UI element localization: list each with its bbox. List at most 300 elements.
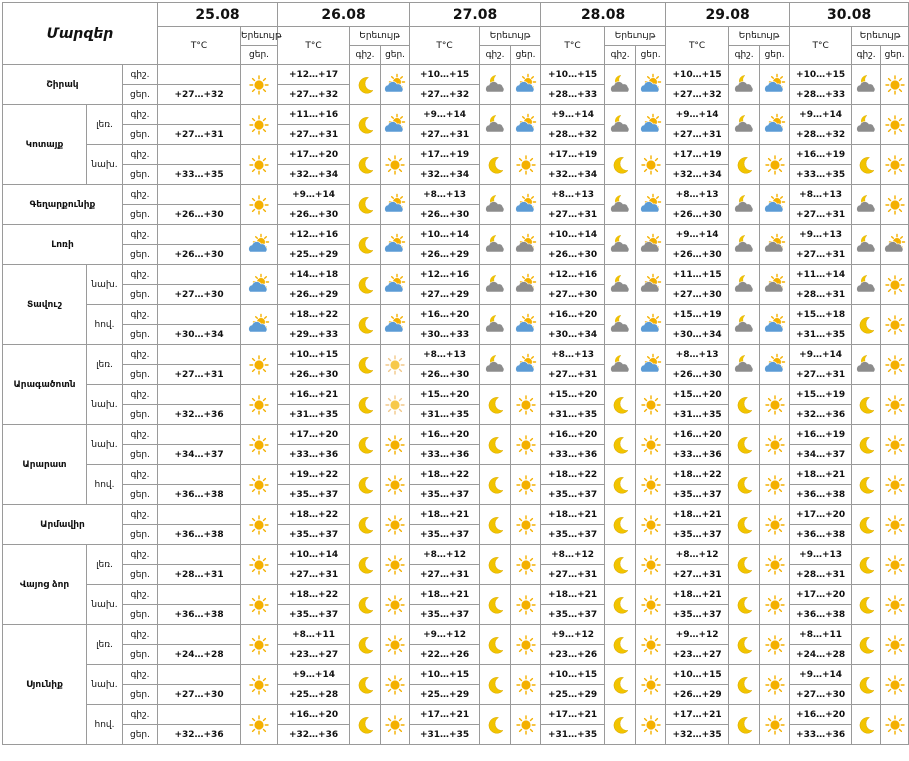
- gray-cloud-sun-icon: [884, 234, 906, 256]
- temperature-cell: +22…+26: [410, 645, 480, 665]
- cloud-sun-icon: [384, 194, 406, 216]
- table-row: [3, 665, 909, 685]
- night-subheader: գիշ.: [729, 46, 760, 65]
- sun-icon: [764, 154, 786, 176]
- temperature-cell: +26…+30: [541, 245, 605, 265]
- temperature-cell: +27…+31: [666, 565, 729, 585]
- cloud-sun-icon: [640, 314, 662, 336]
- phenomenon-cell: [636, 265, 666, 305]
- sun-icon: [248, 394, 270, 416]
- temperature-cell: +17…+20: [790, 585, 852, 605]
- moon-icon: [354, 194, 376, 216]
- phenomenon-cell: [350, 305, 381, 345]
- temperature-cell: +33…+36: [541, 445, 605, 465]
- phenomenon-cell: [511, 65, 541, 105]
- phenomenon-cell: [760, 625, 790, 665]
- cloud-sun-icon: [248, 314, 270, 336]
- phenomenon-cell: [381, 705, 410, 745]
- cloud-moon-icon: [609, 194, 631, 216]
- period-label: գիշ.: [123, 105, 158, 125]
- temperature-cell: +28…+33: [790, 85, 852, 105]
- period-label: գիշ.: [123, 145, 158, 165]
- phenomenon-cell: [480, 385, 511, 425]
- sun-icon: [884, 154, 906, 176]
- phenomenon-header: Երեւույթ: [852, 27, 909, 46]
- moon-icon: [609, 674, 631, 696]
- period-label: ցեր.: [123, 565, 158, 585]
- sun-icon: [884, 314, 906, 336]
- temperature-cell: +12…+16: [541, 265, 605, 285]
- temperature-cell: +27…+31: [541, 205, 605, 225]
- date-header: 30.08: [790, 3, 909, 27]
- day-subheader: ցեր.: [511, 46, 541, 65]
- sun-icon: [384, 634, 406, 656]
- phenomenon-cell: [605, 65, 636, 105]
- temperature-cell: [158, 385, 241, 405]
- phenomenon-header: Երեւույթ: [729, 27, 790, 46]
- phenomenon-cell: [852, 385, 881, 425]
- temperature-cell: +25…+28: [278, 685, 350, 705]
- temperature-cell: +15…+20: [541, 385, 605, 405]
- date-header: 29.08: [666, 3, 790, 27]
- phenomenon-cell: [605, 705, 636, 745]
- phenomenon-cell: [381, 465, 410, 505]
- temperature-cell: +8…+13: [666, 345, 729, 365]
- phenomenon-cell: [350, 585, 381, 625]
- phenomenon-cell: [350, 225, 381, 265]
- phenomenon-cell: [605, 305, 636, 345]
- temperature-cell: +9…+14: [666, 105, 729, 125]
- period-label: գիշ.: [123, 505, 158, 525]
- phenomenon-cell: [511, 225, 541, 265]
- sun-icon: [384, 154, 406, 176]
- temperature-cell: +18…+22: [278, 585, 350, 605]
- zone-name: հով.: [87, 705, 123, 745]
- period-label: գիշ.: [123, 225, 158, 245]
- phenomenon-cell: [350, 425, 381, 465]
- moon-icon: [484, 394, 506, 416]
- temperature-cell: +36…+38: [790, 525, 852, 545]
- phenomenon-cell: [381, 665, 410, 705]
- temperature-cell: +31…+35: [410, 725, 480, 745]
- phenomenon-cell: [729, 705, 760, 745]
- moon-icon: [484, 634, 506, 656]
- phenomenon-cell: [729, 265, 760, 305]
- temperature-cell: +31…+35: [541, 405, 605, 425]
- phenomenon-cell: [381, 345, 410, 385]
- temperature-cell: +9…+14: [666, 225, 729, 245]
- sun-icon: [640, 594, 662, 616]
- temperature-cell: +27…+31: [790, 245, 852, 265]
- region-name: Լոռի: [3, 225, 123, 265]
- moon-icon: [609, 514, 631, 536]
- moon-icon: [484, 434, 506, 456]
- temperature-cell: +19…+22: [278, 465, 350, 485]
- moon-icon: [354, 474, 376, 496]
- phenomenon-cell: [241, 305, 278, 345]
- temperature-cell: +27…+31: [541, 365, 605, 385]
- temperature-cell: +9…+14: [278, 665, 350, 685]
- sun-icon: [248, 114, 270, 136]
- temperature-cell: +30…+34: [666, 325, 729, 345]
- phenomenon-cell: [605, 265, 636, 305]
- region-name: Գեղարքունիք: [3, 185, 123, 225]
- temperature-cell: [158, 665, 241, 685]
- period-label: ցեր.: [123, 725, 158, 745]
- period-label: գիշ.: [123, 545, 158, 565]
- moon-icon: [484, 714, 506, 736]
- phenomenon-cell: [760, 185, 790, 225]
- moon-icon: [609, 434, 631, 456]
- phenomenon-cell: [350, 345, 381, 385]
- temperature-cell: +16…+20: [278, 705, 350, 725]
- moon-icon: [354, 714, 376, 736]
- period-label: ցեր.: [123, 205, 158, 225]
- temperature-cell: +26…+30: [666, 365, 729, 385]
- period-label: գիշ.: [123, 665, 158, 685]
- cloud-moon-icon: [609, 114, 631, 136]
- zone-name: լեռ.: [87, 545, 123, 585]
- phenomenon-cell: [852, 265, 881, 305]
- sun-icon: [248, 434, 270, 456]
- phenomenon-cell: [729, 665, 760, 705]
- sun-icon: [515, 634, 537, 656]
- temperature-cell: +33…+36: [666, 445, 729, 465]
- phenomenon-cell: [241, 425, 278, 465]
- phenomenon-cell: [381, 305, 410, 345]
- phenomenon-cell: [729, 65, 760, 105]
- temperature-cell: +18…+22: [278, 505, 350, 525]
- moon-icon: [855, 714, 877, 736]
- period-label: ցեր.: [123, 445, 158, 465]
- temperature-cell: [158, 345, 241, 365]
- cloud-sun-icon: [384, 74, 406, 96]
- temperature-cell: +16…+19: [790, 145, 852, 165]
- table-row: [3, 185, 909, 205]
- day-subheader: ցեր.: [881, 46, 909, 65]
- temperature-cell: +15…+20: [666, 385, 729, 405]
- phenomenon-header: Երեւույթ: [480, 27, 541, 46]
- temperature-cell: +10…+14: [541, 225, 605, 245]
- sun-icon: [515, 554, 537, 576]
- temperature-cell: +8…+11: [790, 625, 852, 645]
- temperature-cell: +31…+35: [410, 405, 480, 425]
- temperature-cell: +26…+30: [666, 245, 729, 265]
- moon-icon: [855, 554, 877, 576]
- temperature-cell: +27…+30: [158, 685, 241, 705]
- temperature-cell: +26…+29: [666, 685, 729, 705]
- sun-icon: [884, 554, 906, 576]
- cloud-sun-icon: [248, 234, 270, 256]
- phenomenon-cell: [760, 505, 790, 545]
- temperature-cell: +27…+31: [278, 565, 350, 585]
- temperature-cell: +8…+12: [410, 545, 480, 565]
- temperature-cell: +16…+20: [410, 425, 480, 445]
- sun-icon: [248, 554, 270, 576]
- temperature-cell: +35…+37: [541, 525, 605, 545]
- phenomenon-cell: [480, 585, 511, 625]
- temperature-cell: +27…+29: [410, 285, 480, 305]
- temperature-cell: +12…+16: [278, 225, 350, 245]
- temperature-cell: +36…+38: [158, 525, 241, 545]
- phenomenon-cell: [760, 545, 790, 585]
- temperature-cell: +11…+14: [790, 265, 852, 285]
- sun-icon: [640, 674, 662, 696]
- phenomenon-cell: [852, 225, 881, 265]
- cloud-moon-icon: [855, 234, 877, 256]
- temperature-cell: [158, 585, 241, 605]
- temperature-cell: +14…+18: [278, 265, 350, 285]
- phenomenon-cell: [881, 185, 909, 225]
- phenomenon-cell: [605, 385, 636, 425]
- temperature-cell: +9…+14: [541, 105, 605, 125]
- region-name: Վայոց ձոր: [3, 545, 87, 625]
- phenomenon-cell: [881, 265, 909, 305]
- phenomenon-cell: [480, 265, 511, 305]
- temperature-cell: +10…+15: [410, 65, 480, 85]
- phenomenon-cell: [350, 385, 381, 425]
- moon-icon: [733, 434, 755, 456]
- temperature-cell: +35…+37: [278, 485, 350, 505]
- sun-icon: [640, 714, 662, 736]
- phenomenon-cell: [852, 505, 881, 545]
- phenomenon-cell: [729, 465, 760, 505]
- phenomenon-cell: [760, 465, 790, 505]
- regions-header: Մարզեր: [3, 3, 158, 65]
- phenomenon-cell: [636, 225, 666, 265]
- phenomenon-cell: [241, 545, 278, 585]
- sun-icon: [248, 154, 270, 176]
- phenomenon-cell: [381, 585, 410, 625]
- cloud-moon-icon: [484, 314, 506, 336]
- temperature-cell: +35…+37: [666, 525, 729, 545]
- table-row: [3, 105, 909, 125]
- temperature-cell: +36…+38: [158, 605, 241, 625]
- temp-header: T°C: [158, 27, 241, 65]
- temperature-cell: +31…+35: [278, 405, 350, 425]
- temperature-cell: +23…+27: [278, 645, 350, 665]
- date-header: 25.08: [158, 3, 278, 27]
- temperature-cell: [158, 185, 241, 205]
- phenomenon-cell: [605, 145, 636, 185]
- phenomenon-cell: [511, 585, 541, 625]
- phenomenon-cell: [852, 65, 881, 105]
- cloud-moon-icon: [609, 274, 631, 296]
- phenomenon-cell: [881, 65, 909, 105]
- cloud-moon-icon: [609, 74, 631, 96]
- temperature-cell: +18…+21: [410, 585, 480, 605]
- phenomenon-cell: [852, 545, 881, 585]
- phenomenon-cell: [760, 705, 790, 745]
- sun-icon: [515, 594, 537, 616]
- sun-icon: [248, 594, 270, 616]
- temperature-cell: +35…+37: [666, 485, 729, 505]
- sun-icon: [884, 514, 906, 536]
- phenomenon-cell: [760, 305, 790, 345]
- date-header: 28.08: [541, 3, 666, 27]
- temperature-cell: +24…+28: [158, 645, 241, 665]
- moon-icon: [354, 234, 376, 256]
- sun-icon: [384, 714, 406, 736]
- temperature-cell: +17…+21: [410, 705, 480, 725]
- phenomenon-cell: [852, 665, 881, 705]
- temperature-cell: [158, 465, 241, 485]
- phenomenon-cell: [480, 705, 511, 745]
- phenomenon-cell: [636, 665, 666, 705]
- temperature-cell: [158, 425, 241, 445]
- temperature-cell: +18…+21: [790, 465, 852, 485]
- temperature-cell: +35…+37: [541, 605, 605, 625]
- cloud-moon-icon: [484, 114, 506, 136]
- temperature-cell: +9…+14: [410, 105, 480, 125]
- cloud-sun-icon: [764, 194, 786, 216]
- temperature-cell: +18…+21: [410, 505, 480, 525]
- table-row: [3, 465, 909, 485]
- temperature-cell: +8…+12: [666, 545, 729, 565]
- temperature-cell: +15…+20: [410, 385, 480, 405]
- cloud-sun-icon: [384, 314, 406, 336]
- phenomenon-cell: [636, 425, 666, 465]
- temperature-cell: +26…+29: [278, 285, 350, 305]
- phenomenon-cell: [350, 465, 381, 505]
- temperature-cell: +9…+13: [790, 225, 852, 245]
- temperature-cell: +18…+21: [541, 505, 605, 525]
- cloud-sun-icon: [384, 234, 406, 256]
- phenomenon-cell: [511, 265, 541, 305]
- phenomenon-cell: [241, 265, 278, 305]
- table-row: [3, 545, 909, 565]
- sun-icon: [884, 594, 906, 616]
- temperature-cell: +10…+15: [666, 665, 729, 685]
- sun-icon: [884, 354, 906, 376]
- sun-icon: [248, 714, 270, 736]
- phenomenon-cell: [636, 465, 666, 505]
- phenomenon-cell: [480, 185, 511, 225]
- sun-icon: [248, 474, 270, 496]
- phenomenon-cell: [605, 465, 636, 505]
- sun-icon: [884, 194, 906, 216]
- temperature-cell: +10…+15: [410, 665, 480, 685]
- temperature-cell: +32…+36: [790, 405, 852, 425]
- sun-icon: [384, 474, 406, 496]
- sun-icon: [884, 434, 906, 456]
- phenomenon-cell: [760, 65, 790, 105]
- phenomenon-cell: [729, 225, 760, 265]
- cloud-sun-icon: [640, 354, 662, 376]
- phenomenon-cell: [511, 345, 541, 385]
- temperature-cell: +32…+36: [158, 725, 241, 745]
- phenomenon-cell: [511, 465, 541, 505]
- cloud-moon-icon: [484, 354, 506, 376]
- phenomenon-cell: [636, 585, 666, 625]
- temperature-cell: +16…+20: [790, 705, 852, 725]
- cloud-sun-icon: [515, 114, 537, 136]
- phenomenon-cell: [881, 705, 909, 745]
- moon-icon: [354, 394, 376, 416]
- temperature-cell: +17…+21: [541, 705, 605, 725]
- sun-icon: [640, 554, 662, 576]
- period-label: գիշ.: [123, 65, 158, 85]
- phenomenon-cell: [350, 105, 381, 145]
- phenomenon-cell: [760, 425, 790, 465]
- cloud-moon-icon: [609, 354, 631, 376]
- temperature-cell: [158, 705, 241, 725]
- temperature-cell: [158, 265, 241, 285]
- region-name: Սյունիք: [3, 625, 87, 745]
- phenomenon-cell: [852, 625, 881, 665]
- moon-icon: [609, 634, 631, 656]
- temperature-cell: +17…+19: [666, 145, 729, 165]
- zone-name: հով.: [87, 465, 123, 505]
- phenomenon-cell: [381, 545, 410, 585]
- phenomenon-cell: [241, 105, 278, 145]
- moon-icon: [609, 594, 631, 616]
- temperature-cell: +16…+21: [278, 385, 350, 405]
- phenomenon-cell: [852, 345, 881, 385]
- phenomenon-cell: [241, 185, 278, 225]
- period-label: գիշ.: [123, 465, 158, 485]
- moon-icon: [855, 154, 877, 176]
- cloud-sun-icon: [384, 114, 406, 136]
- phenomenon-cell: [480, 145, 511, 185]
- phenomenon-cell: [511, 385, 541, 425]
- phenomenon-cell: [511, 105, 541, 145]
- cloud-moon-icon: [733, 74, 755, 96]
- phenomenon-cell: [881, 105, 909, 145]
- temperature-cell: +34…+37: [158, 445, 241, 465]
- table-row: [3, 585, 909, 605]
- zone-name: նախ.: [87, 385, 123, 425]
- phenomenon-cell: [350, 665, 381, 705]
- sun-icon: [515, 394, 537, 416]
- phenomenon-cell: [350, 185, 381, 225]
- temperature-cell: +8…+13: [790, 185, 852, 205]
- temperature-cell: +29…+33: [278, 325, 350, 345]
- sun-icon: [515, 514, 537, 536]
- sun-icon: [384, 554, 406, 576]
- temperature-cell: +27…+31: [790, 205, 852, 225]
- temperature-cell: +26…+30: [410, 205, 480, 225]
- table-row: [3, 385, 909, 405]
- sun-icon: [884, 114, 906, 136]
- temperature-cell: +28…+31: [790, 565, 852, 585]
- temperature-cell: +36…+38: [158, 485, 241, 505]
- phenomenon-cell: [480, 425, 511, 465]
- temperature-cell: +27…+32: [666, 85, 729, 105]
- pale-sun-icon: [384, 394, 406, 416]
- temperature-cell: +33…+36: [790, 725, 852, 745]
- region-name: Արարատ: [3, 425, 87, 505]
- temperature-cell: +18…+22: [666, 465, 729, 485]
- sun-icon: [764, 474, 786, 496]
- temperature-cell: +28…+31: [158, 565, 241, 585]
- sun-icon: [764, 394, 786, 416]
- sun-icon: [640, 434, 662, 456]
- phenomenon-cell: [729, 625, 760, 665]
- phenomenon-cell: [241, 65, 278, 105]
- sun-icon: [248, 194, 270, 216]
- phenomenon-cell: [729, 105, 760, 145]
- cloud-moon-icon: [484, 234, 506, 256]
- phenomenon-cell: [881, 545, 909, 585]
- sun-icon: [248, 514, 270, 536]
- phenomenon-cell: [881, 225, 909, 265]
- temperature-cell: +31…+35: [790, 325, 852, 345]
- temperature-cell: +30…+34: [541, 325, 605, 345]
- phenomenon-cell: [636, 185, 666, 225]
- temperature-cell: +9…+12: [541, 625, 605, 645]
- night-subheader: գիշ.: [480, 46, 511, 65]
